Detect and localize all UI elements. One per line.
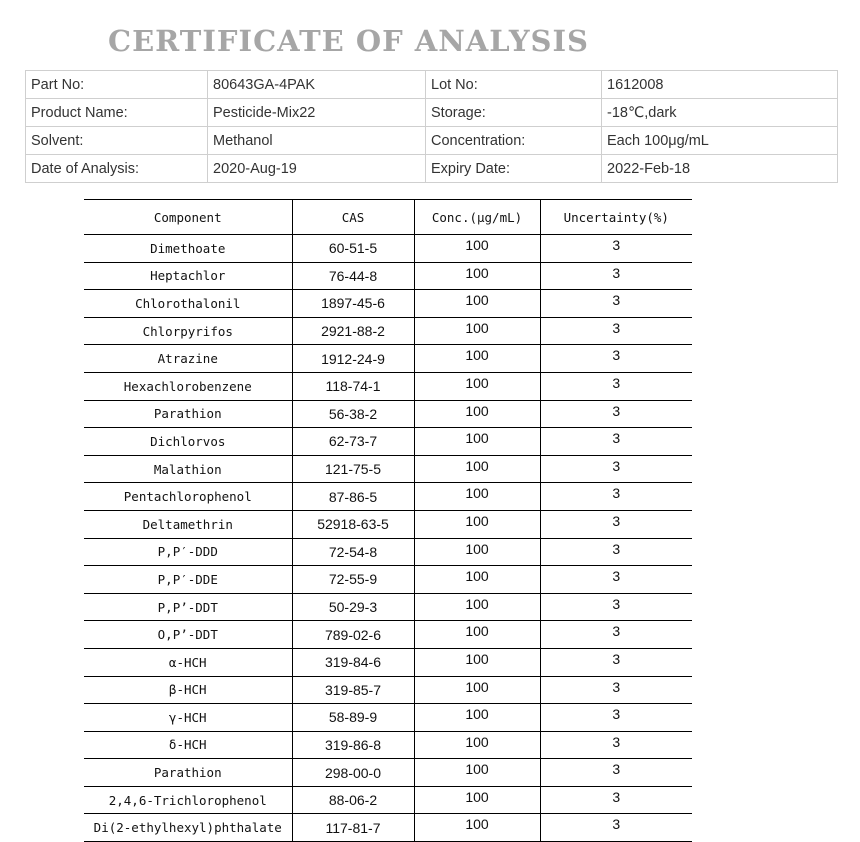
cas-number: 1912-24-9 [292,345,414,373]
cas-number: 72-54-8 [292,538,414,566]
component-name: Hexachlorobenzene [84,372,292,400]
component-name: Parathion [84,400,292,428]
document-title: CERTIFICATE OF ANALYSIS [108,24,589,58]
header-cas: CAS [292,200,414,235]
concentration-value: 100 [414,676,540,704]
concentration-value: 100 [414,345,540,373]
table-row [84,704,692,732]
uncertainty-value: 3 [540,510,692,538]
table-row [84,621,692,649]
component-name: γ-HCH [84,704,292,732]
concentration-value: 100 [414,455,540,483]
info-value: 2020-Aug-19 [208,155,426,183]
uncertainty-value: 3 [540,786,692,814]
table-row [84,262,692,290]
cas-number: 118-74-1 [292,372,414,400]
cas-number: 319-86-8 [292,731,414,759]
table-row [84,372,692,400]
cas-number: 319-84-6 [292,648,414,676]
info-label: Lot No: [426,71,602,99]
component-name: Heptachlor [84,262,292,290]
table-row [84,593,692,621]
uncertainty-value: 3 [540,676,692,704]
uncertainty-value: 3 [540,235,692,263]
component-name: P,P′-DDD [84,538,292,566]
cas-number: 319-85-7 [292,676,414,704]
info-label: Concentration: [426,127,602,155]
info-label: Part No: [26,71,208,99]
cas-number: 52918-63-5 [292,510,414,538]
info-value: Pesticide-Mix22 [208,99,426,127]
concentration-value: 100 [414,317,540,345]
table-row [84,566,692,594]
component-name: Chlorpyrifos [84,317,292,345]
component-name: 2,4,6-Trichlorophenol [84,786,292,814]
concentration-value: 100 [414,372,540,400]
component-name: P,P’-DDT [84,593,292,621]
table-row [84,786,692,814]
cas-number: 87-86-5 [292,483,414,511]
component-name: Malathion [84,455,292,483]
info-row [26,71,838,99]
uncertainty-value: 3 [540,731,692,759]
table-row [84,814,692,842]
product-info-table [25,70,838,183]
table-row [84,400,692,428]
uncertainty-value: 3 [540,704,692,732]
concentration-value: 100 [414,262,540,290]
uncertainty-value: 3 [540,538,692,566]
cas-number: 72-55-9 [292,566,414,594]
cas-number: 60-51-5 [292,235,414,263]
uncertainty-value: 3 [540,648,692,676]
uncertainty-value: 3 [540,566,692,594]
table-row [84,483,692,511]
info-value: Each 100μg/mL [602,127,838,155]
concentration-value: 100 [414,483,540,511]
concentration-value: 100 [414,290,540,318]
component-name: δ-HCH [84,731,292,759]
table-row [84,510,692,538]
uncertainty-value: 3 [540,759,692,787]
component-name: Deltamethrin [84,510,292,538]
table-row [84,731,692,759]
cas-number: 50-29-3 [292,593,414,621]
info-label: Product Name: [26,99,208,127]
info-label: Date of Analysis: [26,155,208,183]
info-value: 80643GA-4PAK [208,71,426,99]
concentration-value: 100 [414,428,540,456]
info-value: -18℃,dark [602,99,838,127]
component-name: Chlorothalonil [84,290,292,318]
info-value: 1612008 [602,71,838,99]
uncertainty-value: 3 [540,455,692,483]
info-value: Methanol [208,127,426,155]
component-name: Dichlorvos [84,428,292,456]
component-name: Dimethoate [84,235,292,263]
cas-number: 121-75-5 [292,455,414,483]
concentration-value: 100 [414,731,540,759]
component-name: Atrazine [84,345,292,373]
uncertainty-value: 3 [540,345,692,373]
concentration-value: 100 [414,759,540,787]
component-name: α-HCH [84,648,292,676]
table-row [84,235,692,263]
components-header-row [84,200,692,235]
concentration-value: 100 [414,400,540,428]
concentration-value: 100 [414,235,540,263]
cas-number: 62-73-7 [292,428,414,456]
concentration-value: 100 [414,704,540,732]
concentration-value: 100 [414,814,540,842]
info-row [26,127,838,155]
uncertainty-value: 3 [540,290,692,318]
table-row [84,648,692,676]
concentration-value: 100 [414,621,540,649]
concentration-value: 100 [414,593,540,621]
concentration-value: 100 [414,648,540,676]
info-label: Storage: [426,99,602,127]
info-row [26,155,838,183]
info-label: Solvent: [26,127,208,155]
component-name: Pentachlorophenol [84,483,292,511]
table-row [84,455,692,483]
header-component: Component [84,200,292,235]
concentration-value: 100 [414,786,540,814]
cas-number: 117-81-7 [292,814,414,842]
info-label: Expiry Date: [426,155,602,183]
uncertainty-value: 3 [540,400,692,428]
cas-number: 58-89-9 [292,704,414,732]
cas-number: 789-02-6 [292,621,414,649]
table-row [84,317,692,345]
uncertainty-value: 3 [540,262,692,290]
concentration-value: 100 [414,538,540,566]
component-name: Di(2-ethylhexyl)phthalate [84,814,292,842]
header-uncertainty: Uncertainty(%) [540,200,692,235]
component-name: P,P′-DDE [84,566,292,594]
info-row [26,99,838,127]
table-row [84,428,692,456]
uncertainty-value: 3 [540,372,692,400]
uncertainty-value: 3 [540,317,692,345]
table-row [84,345,692,373]
uncertainty-value: 3 [540,483,692,511]
component-name: Parathion [84,759,292,787]
uncertainty-value: 3 [540,593,692,621]
concentration-value: 100 [414,566,540,594]
uncertainty-value: 3 [540,621,692,649]
uncertainty-value: 3 [540,428,692,456]
table-row [84,759,692,787]
cas-number: 1897-45-6 [292,290,414,318]
cas-number: 2921-88-2 [292,317,414,345]
component-name: O,P’-DDT [84,621,292,649]
table-row [84,676,692,704]
header-concentration: Conc.(μg/mL) [414,200,540,235]
component-name: β-HCH [84,676,292,704]
cas-number: 88-06-2 [292,786,414,814]
components-table [84,199,692,842]
table-row [84,290,692,318]
cas-number: 76-44-8 [292,262,414,290]
info-value: 2022-Feb-18 [602,155,838,183]
concentration-value: 100 [414,510,540,538]
cas-number: 56-38-2 [292,400,414,428]
table-row [84,538,692,566]
uncertainty-value: 3 [540,814,692,842]
cas-number: 298-00-0 [292,759,414,787]
